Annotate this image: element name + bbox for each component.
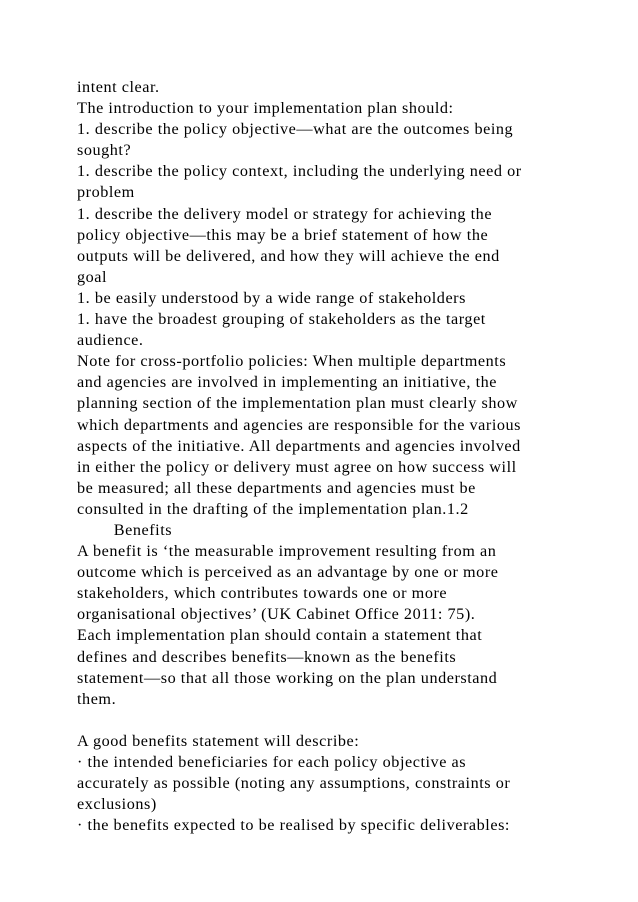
text-line: A benefit is ‘the measurable improvement resulting from an (77, 542, 497, 561)
section-heading-benefits: Benefits (77, 520, 173, 539)
text-line: which departments and agencies are responsible for the various (77, 415, 522, 434)
text-line: policy objective—this may be a brief statement of how the (77, 225, 489, 244)
text-line: 1. describe the policy objective—what are the outcomes being (77, 120, 514, 139)
text-line: in either the policy or delivery must agree on how success will (77, 457, 517, 476)
text-line: stakeholders, which contributes towards one or more (77, 584, 448, 603)
text-line: Note for cross-portfolio policies: When multiple departments (77, 352, 507, 371)
text-line: problem (77, 183, 135, 202)
text-line: sought? (77, 141, 132, 160)
text-line: consulted in the drafting of the implementation plan.1.2 (77, 499, 469, 518)
text-line: organisational objectives’ (UK Cabinet Office 2011: 75). (77, 605, 476, 624)
text-line: intent clear. (77, 78, 160, 96)
text-line: statement—so that all those working on the plan understand (77, 668, 498, 687)
text-line: and agencies are involved in implementing an initiative, the (77, 373, 498, 392)
text-line: 1. have the broadest grouping of stakeholders as the target (77, 310, 486, 329)
text-line: exclusions) (77, 795, 157, 814)
text-line: goal (77, 267, 108, 286)
blank-line (77, 710, 617, 731)
text-line: 1. describe the delivery model or strategy for achieving the (77, 204, 493, 223)
bullet-line: · the intended beneficiaries for each policy objective as (77, 753, 467, 771)
text-line: 1. be easily understood by a wide range of stakeholders (77, 288, 466, 307)
text-line: accurately as possible (noting any assumptions, constraints or (77, 774, 511, 793)
text-line: outputs will be delivered, and how they will achieve the end (77, 246, 500, 265)
text-line: The introduction to your implementation plan should: (77, 99, 454, 118)
text-line: audience. (77, 331, 144, 350)
text-line: aspects of the initiative. All departments and agencies involved (77, 436, 521, 455)
text-line: planning section of the implementation plan must clearly show (77, 394, 518, 413)
text-line: defines and describes benefits—known as the benefits (77, 647, 457, 666)
text-line: outcome which is perceived as an advantage by one or more (77, 563, 499, 582)
text-line: them. (77, 689, 117, 708)
bullet-line: · the benefits expected to be realised by specific deliverables: (77, 816, 510, 835)
document-body (77, 77, 617, 836)
text-line: be measured; all these departments and agencies must be (77, 478, 476, 497)
text-line: A good benefits statement will describe: (77, 731, 360, 750)
text-line: 1. describe the policy context, including the underlying need or (77, 162, 522, 181)
text-line: Each implementation plan should contain a statement that (77, 626, 483, 645)
